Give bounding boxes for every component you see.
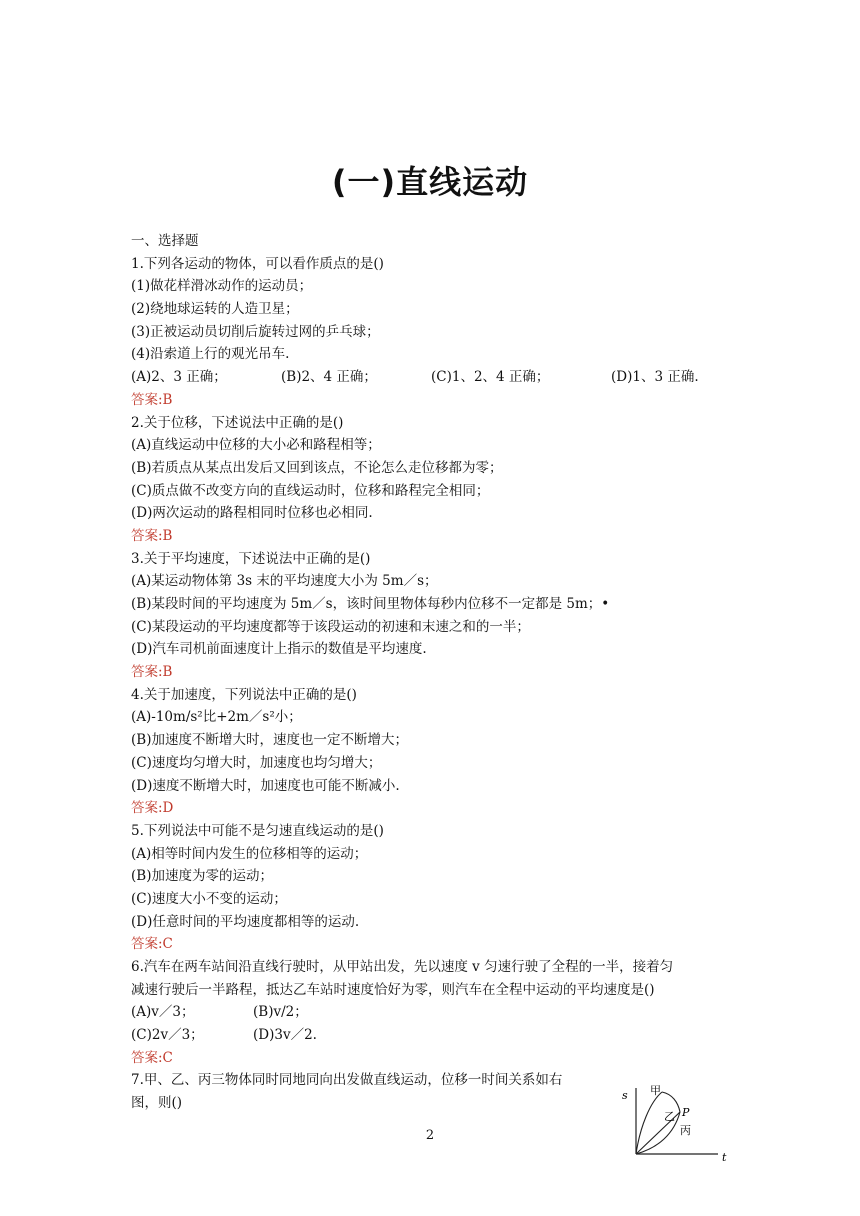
question-2-answer: 答案:B <box>131 527 173 544</box>
option-c: (C)速度大小不变的运动； <box>131 890 287 907</box>
s-axis-label: s <box>622 1089 628 1102</box>
question-1-options <box>131 366 741 389</box>
question-1-answer: 答案:B <box>131 391 173 408</box>
label-bing: 丙 <box>680 1124 691 1137</box>
option-b: (B)加速度为零的运动； <box>131 868 273 885</box>
question-1-item: (4)沿索道上行的观光吊车. <box>131 346 290 363</box>
option-b: (B)加速度不断增大时，速度也一定不断增大； <box>131 732 408 749</box>
option-b: (B)2、4 正确； <box>281 369 377 386</box>
question-3-stem: 3.关于平均速度，下述说法中正确的是() <box>131 550 371 567</box>
option-c: (C)质点做不改变方向的直线运动时，位移和路程完全相同； <box>131 482 490 499</box>
question-6-options <box>131 1001 741 1024</box>
question-2-stem: 2.关于位移，下述说法中正确的是() <box>131 414 344 431</box>
question-5-stem: 5.下列说法中可能不是匀速直线运动的是() <box>131 822 384 839</box>
question-4-answer: 答案:D <box>131 800 174 817</box>
option-d: (D)汽车司机前面速度计上指示的数值是平均速度. <box>131 641 427 658</box>
option-a: (A)某运动物体第 3s 末的平均速度大小为 5m／s； <box>131 573 438 590</box>
question-1-stem: 1.下列各运动的物体，可以看作质点的是() <box>131 255 384 272</box>
option-b: (B)v/2； <box>253 1004 308 1021</box>
option-a: (A)相等时间内发生的位移相等的运动； <box>131 845 368 862</box>
option-c: (C)速度均匀增大时，加速度也均匀增大； <box>131 754 382 771</box>
option-d: (D)速度不断增大时，加速度也可能不断减小. <box>131 777 400 794</box>
question-list <box>131 230 741 1115</box>
option-c: (C)1、2、4 正确； <box>431 369 550 386</box>
question-7-stem: 图，则() <box>131 1095 183 1112</box>
option-d: (D)1、3 正确. <box>611 369 699 386</box>
option-d: (D)两次运动的路程相同时位移也必相同. <box>131 505 373 522</box>
option-d: (D)3v／2. <box>253 1027 317 1044</box>
option-b: (B)某段时间的平均速度为 5m／s，该时间里物体每秒内位移不一定都是 5m；• <box>131 596 610 612</box>
option-a: (A)-10m/s²比+2m／s²小； <box>131 709 302 726</box>
option-c: (C)某段运动的平均速度都等于该段运动的初速和末速之和的一半； <box>131 618 530 635</box>
question-3-answer: 答案:B <box>131 664 173 681</box>
label-p: P <box>682 1106 690 1119</box>
question-6-answer: 答案:C <box>131 1049 173 1066</box>
curve-jia-tail <box>662 1092 680 1112</box>
option-a: (A)2、3 正确； <box>131 369 227 386</box>
section-heading: 一、选择题 <box>131 233 199 249</box>
question-6-stem: 6.汽车在两车站间沿直线行驶时，从甲站出发，先以速度 v 匀速行驶了全程的一半，接着匀 <box>131 959 674 975</box>
label-jia: 甲 <box>650 1084 661 1097</box>
label-yi: 乙 <box>664 1110 675 1123</box>
displacement-time-figure <box>620 1082 730 1162</box>
question-1-item: (1)做花样滑冰动作的运动员； <box>131 278 313 295</box>
question-6-stem: 减速行驶后一半路程，抵达乙车站时速度恰好为零，则汽车在全程中运动的平均速度是() <box>131 981 655 998</box>
question-4-stem: 4.关于加速度，下列说法中正确的是() <box>131 686 357 703</box>
curve-jia <box>636 1092 662 1154</box>
option-d: (D)任意时间的平均速度都相等的运动. <box>131 913 360 930</box>
page-number: 2 <box>425 1128 435 1143</box>
question-5-answer: 答案:C <box>131 936 173 953</box>
option-a: (A)直线运动中位移的大小必和路程相等； <box>131 437 381 454</box>
page-title: (一)直线运动 <box>331 163 529 201</box>
question-1-item: (3)正被运动员切削后旋转过网的乒乓球； <box>131 323 380 340</box>
t-axis-label: t <box>722 1151 727 1162</box>
option-a: (A)v／3； <box>131 1004 195 1021</box>
option-c: (C)2v／3； <box>131 1027 204 1044</box>
option-b: (B)若质点从某点出发后又回到该点，不论怎么走位移都为零； <box>131 459 503 476</box>
question-6-options <box>131 1024 741 1047</box>
question-1-item: (2)绕地球运转的人造卫星； <box>131 301 299 318</box>
question-7-stem: 7.甲、乙、丙三物体同时同地同向出发做直线运动，位移一时间关系如右 <box>131 1072 563 1089</box>
